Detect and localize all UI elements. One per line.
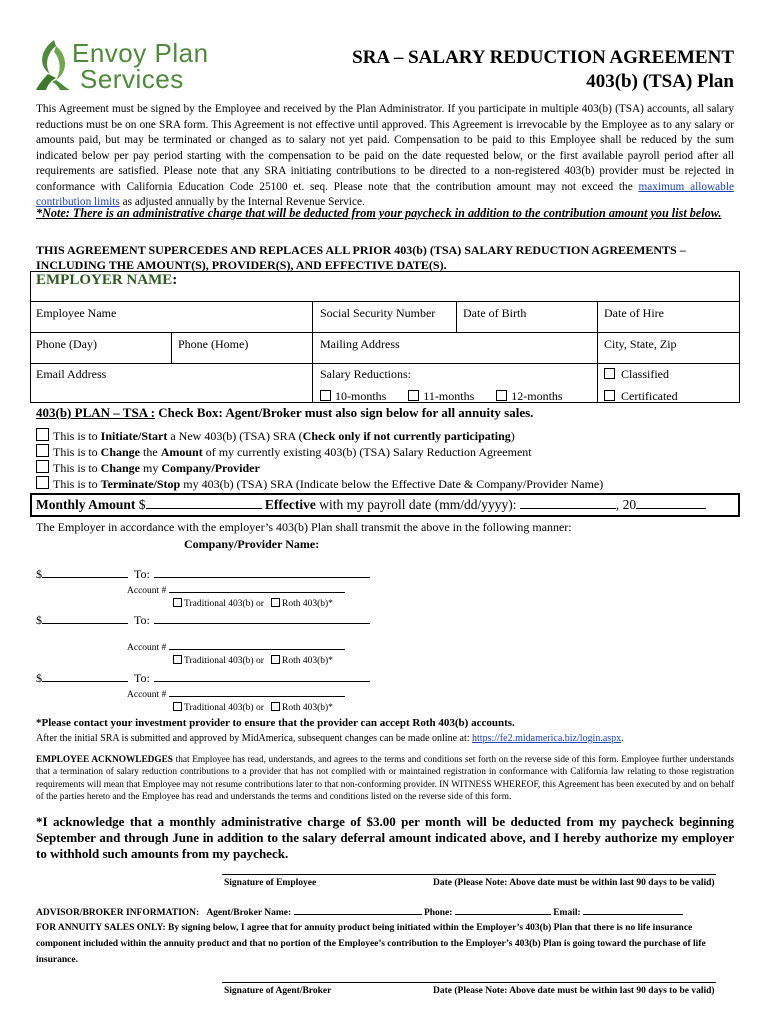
intro-text: This Agreement must be signed by the Employee and received by the Plan Administrator. If you participate in multiple 403(b) (TSA) accounts, all salary reductions must be on one SRA form. This Agreement is not effective until approved. This Agreement is irrevocable by the Employee as to any salary or amounts paid, but may be terminated or changed as to salary not yet paid. Compensation to be paid to this Employee shall be reduced by the sum indicated below per pay period starting with the compensation to be paid on the date requested below, or the first available payroll period after all requirements are satisfied. Please note that any SRA initiating contributions to be directed to a non-registered 403(b) provider must be rejected in conformance with California Education Code 25100 et. seq. Please note that the contribution amount may not exceed the — [36, 103, 734, 193]
plan-heading: 403(b) PLAN – TSA : Check Box: Agent/Broker must also sign below for all annuity sales. — [36, 405, 534, 420]
company-logo — [34, 38, 234, 94]
signature-employee-label: Signature of Employee — [224, 878, 317, 888]
provider-3-amount-input[interactable] — [42, 670, 128, 682]
midamerica-login-link[interactable]: https://fe2.midamerica.biz/login.aspx — [472, 733, 622, 744]
logo-line-1: Envoy Plan — [72, 38, 209, 68]
provider-2-name-input[interactable] — [154, 612, 370, 624]
provider-1-amount-input[interactable] — [42, 566, 128, 578]
effective-date-input[interactable] — [520, 496, 616, 509]
months11-checkbox[interactable] — [408, 390, 419, 401]
admin-charge-acknowledgement: *I acknowledge that a monthly administrative charge of $3.00 per month will be deducted from my paycheck beginning September and through June in addition to the salary deferral amount indicated above, and I hereby authorize my employer to withhold such amounts from my paycheck. — [36, 814, 734, 861]
agent-signature-line[interactable] — [222, 982, 716, 983]
employee-signature-line[interactable] — [222, 874, 716, 875]
provider-2-amount-input[interactable] — [42, 612, 128, 624]
page-title — [264, 46, 734, 94]
option-initiate: This is to Initiate/Start a New 403(b) (TSA) SRA (Check only if not currently participating) — [36, 428, 736, 444]
terminate-checkbox[interactable] — [36, 476, 49, 489]
company-provider-label: Company/Provider Name: — [184, 537, 320, 551]
change-amount-checkbox[interactable] — [36, 444, 49, 457]
signature-agent-label: Signature of Agent/Broker — [224, 986, 332, 996]
intro-tail: as adjusted annually by the Internal Revenue Service. — [122, 196, 365, 208]
employee-name-field[interactable]: Employee Name — [36, 306, 117, 320]
provider-3-roth-checkbox[interactable] — [271, 702, 280, 711]
classified-option: Classified — [604, 367, 669, 381]
logo-leaf-icon — [34, 38, 74, 92]
provider-1-type: Traditional 403(b) or Roth 403(b)* — [173, 598, 333, 610]
certificated-option: Certificated — [604, 389, 678, 403]
provider-2-type: Traditional 403(b) or Roth 403(b)* — [173, 655, 333, 667]
annuity-sales-statement: FOR ANNUITY SALES ONLY: By signing below, I agree that for annuity product being initiated within the Employer’s 403(b) Plan that there is no life insurance component included within the annuity product and that no portion of the Employee’s contribution to the Employer’s 403(b) Plan is going toward the purchase of life insurance. — [36, 923, 706, 965]
phone-home-field[interactable]: Phone (Home) — [178, 337, 249, 351]
months10-checkbox[interactable] — [320, 390, 331, 401]
provider-1-traditional-checkbox[interactable] — [173, 598, 182, 607]
intro-paragraph — [36, 102, 734, 211]
provider-3-traditional-checkbox[interactable] — [173, 702, 182, 711]
city-state-zip-field[interactable]: City, State, Zip — [604, 337, 677, 351]
initiate-checkbox[interactable] — [36, 428, 49, 441]
provider-1-name-input[interactable] — [154, 566, 370, 578]
contribution-limits-link[interactable]: maximum allowable contribution limits — [36, 180, 734, 208]
months12-checkbox[interactable] — [496, 390, 507, 401]
option-change-provider: This is to Change my Company/Provider — [36, 460, 736, 476]
monthly-amount-input[interactable] — [146, 496, 262, 509]
supercedes-notice: THIS AGREEMENT SUPERCEDES AND REPLACES ALL PRIOR 403(b) (TSA) SALARY REDUCTION AGREEMENTS – INCLUDING THE AMOUNT(S), PROVIDER(S), AND EFFECTIVE DATE(S). — [36, 243, 686, 272]
provider-2-line: $ To: — [36, 612, 370, 628]
provider-2-account-input[interactable] — [169, 640, 345, 650]
admin-charge-note: *Note: There is an administrative charge that will be deducted from your paycheck in addition to the contribution amount you list below. — [36, 206, 722, 220]
provider-1-roth-checkbox[interactable] — [271, 598, 280, 607]
option-terminate: This is to Terminate/Stop my 403(b) (TSA) SRA (Indicate below the Effective Date & Company/Provider Name) — [36, 476, 736, 492]
provider-1-account-input[interactable] — [169, 583, 345, 593]
provider-3-type: Traditional 403(b) or Roth 403(b)* — [173, 702, 333, 714]
transmit-text: The Employer in accordance with the employer’s 403(b) Plan shall transmit the above in the following manner: — [36, 520, 572, 534]
classified-checkbox[interactable] — [604, 368, 615, 379]
provider-2-traditional-checkbox[interactable] — [173, 655, 182, 664]
employee-acknowledges: EMPLOYEE ACKNOWLEDGES that Employee has read, understands, and agrees to the terms and conditions set forth on the reverse side of this form. Employee further understands that a termination of salary reduction contributions to a provider that has not complied with or maintained registration in conformance with California law relating to those registration requirements will mean that Employee may not resume contributions later to that non-conforming provider. IN WITNESS WHEREOF, this Agreement has been executed by and on behalf of the parties hereto and the Employee has read and understands the terms and conditions listed on the reverse side of this form. — [36, 755, 734, 802]
agent-name-input[interactable] — [294, 905, 422, 915]
advisor-info-line: ADVISOR/BROKER INFORMATION: Agent/Broker Name: Phone: Email: — [36, 905, 683, 918]
dob-field[interactable]: Date of Birth — [463, 306, 527, 320]
provider-3-line: $ To: — [36, 670, 370, 686]
months-options: 10-months 11-months 12-months — [320, 389, 563, 403]
title-line-2: 403(b) (TSA) Plan — [586, 71, 734, 92]
provider-3-account-input[interactable] — [169, 687, 345, 697]
agent-date-note: Date (Please Note: Above date must be within last 90 days to be valid) — [433, 986, 715, 996]
provider-3-account: Account # — [127, 687, 345, 701]
provider-2-roth-checkbox[interactable] — [271, 655, 280, 664]
ssn-field[interactable]: Social Security Number — [320, 306, 436, 320]
provider-2-account: Account # — [127, 640, 345, 654]
after-sra-note: After the initial SRA is submitted and approved by MidAmerica, subsequent changes can be made online at: https://fe2.midamerica.biz/login.aspx. — [36, 733, 624, 744]
change-provider-checkbox[interactable] — [36, 460, 49, 473]
employee-date-note: Date (Please Note: Above date must be within last 90 days to be valid) — [433, 878, 715, 888]
employer-name-label: EMPLOYER NAME: — [36, 272, 178, 288]
plan-options — [36, 428, 736, 492]
option-change-amount: This is to Change the Amount of my currently existing 403(b) (TSA) Salary Reduction Agreement — [36, 444, 736, 460]
monthly-amount-line: Monthly Amount $ Effective with my payroll date (mm/dd/yyyy): , 20 — [36, 496, 706, 513]
hire-date-field[interactable]: Date of Hire — [604, 306, 664, 320]
phone-day-field[interactable]: Phone (Day) — [36, 337, 97, 351]
effective-year-input[interactable] — [636, 496, 706, 509]
provider-1-line: $ To: — [36, 566, 370, 582]
salary-reductions-label: Salary Reductions: — [320, 367, 411, 381]
provider-1-account: Account # — [127, 583, 345, 597]
logo-line-2: Services — [80, 64, 184, 94]
agent-email-input[interactable] — [583, 905, 683, 915]
title-line-1: SRA – SALARY REDUCTION AGREEMENT — [352, 47, 734, 68]
email-address-field[interactable]: Email Address — [36, 367, 107, 381]
agent-phone-input[interactable] — [455, 905, 551, 915]
mailing-address-field[interactable]: Mailing Address — [320, 337, 400, 351]
roth-note: *Please contact your investment provider to ensure that the provider can accept Roth 403(b) accounts. — [36, 717, 515, 729]
certificated-checkbox[interactable] — [604, 390, 615, 401]
provider-3-name-input[interactable] — [154, 670, 370, 682]
